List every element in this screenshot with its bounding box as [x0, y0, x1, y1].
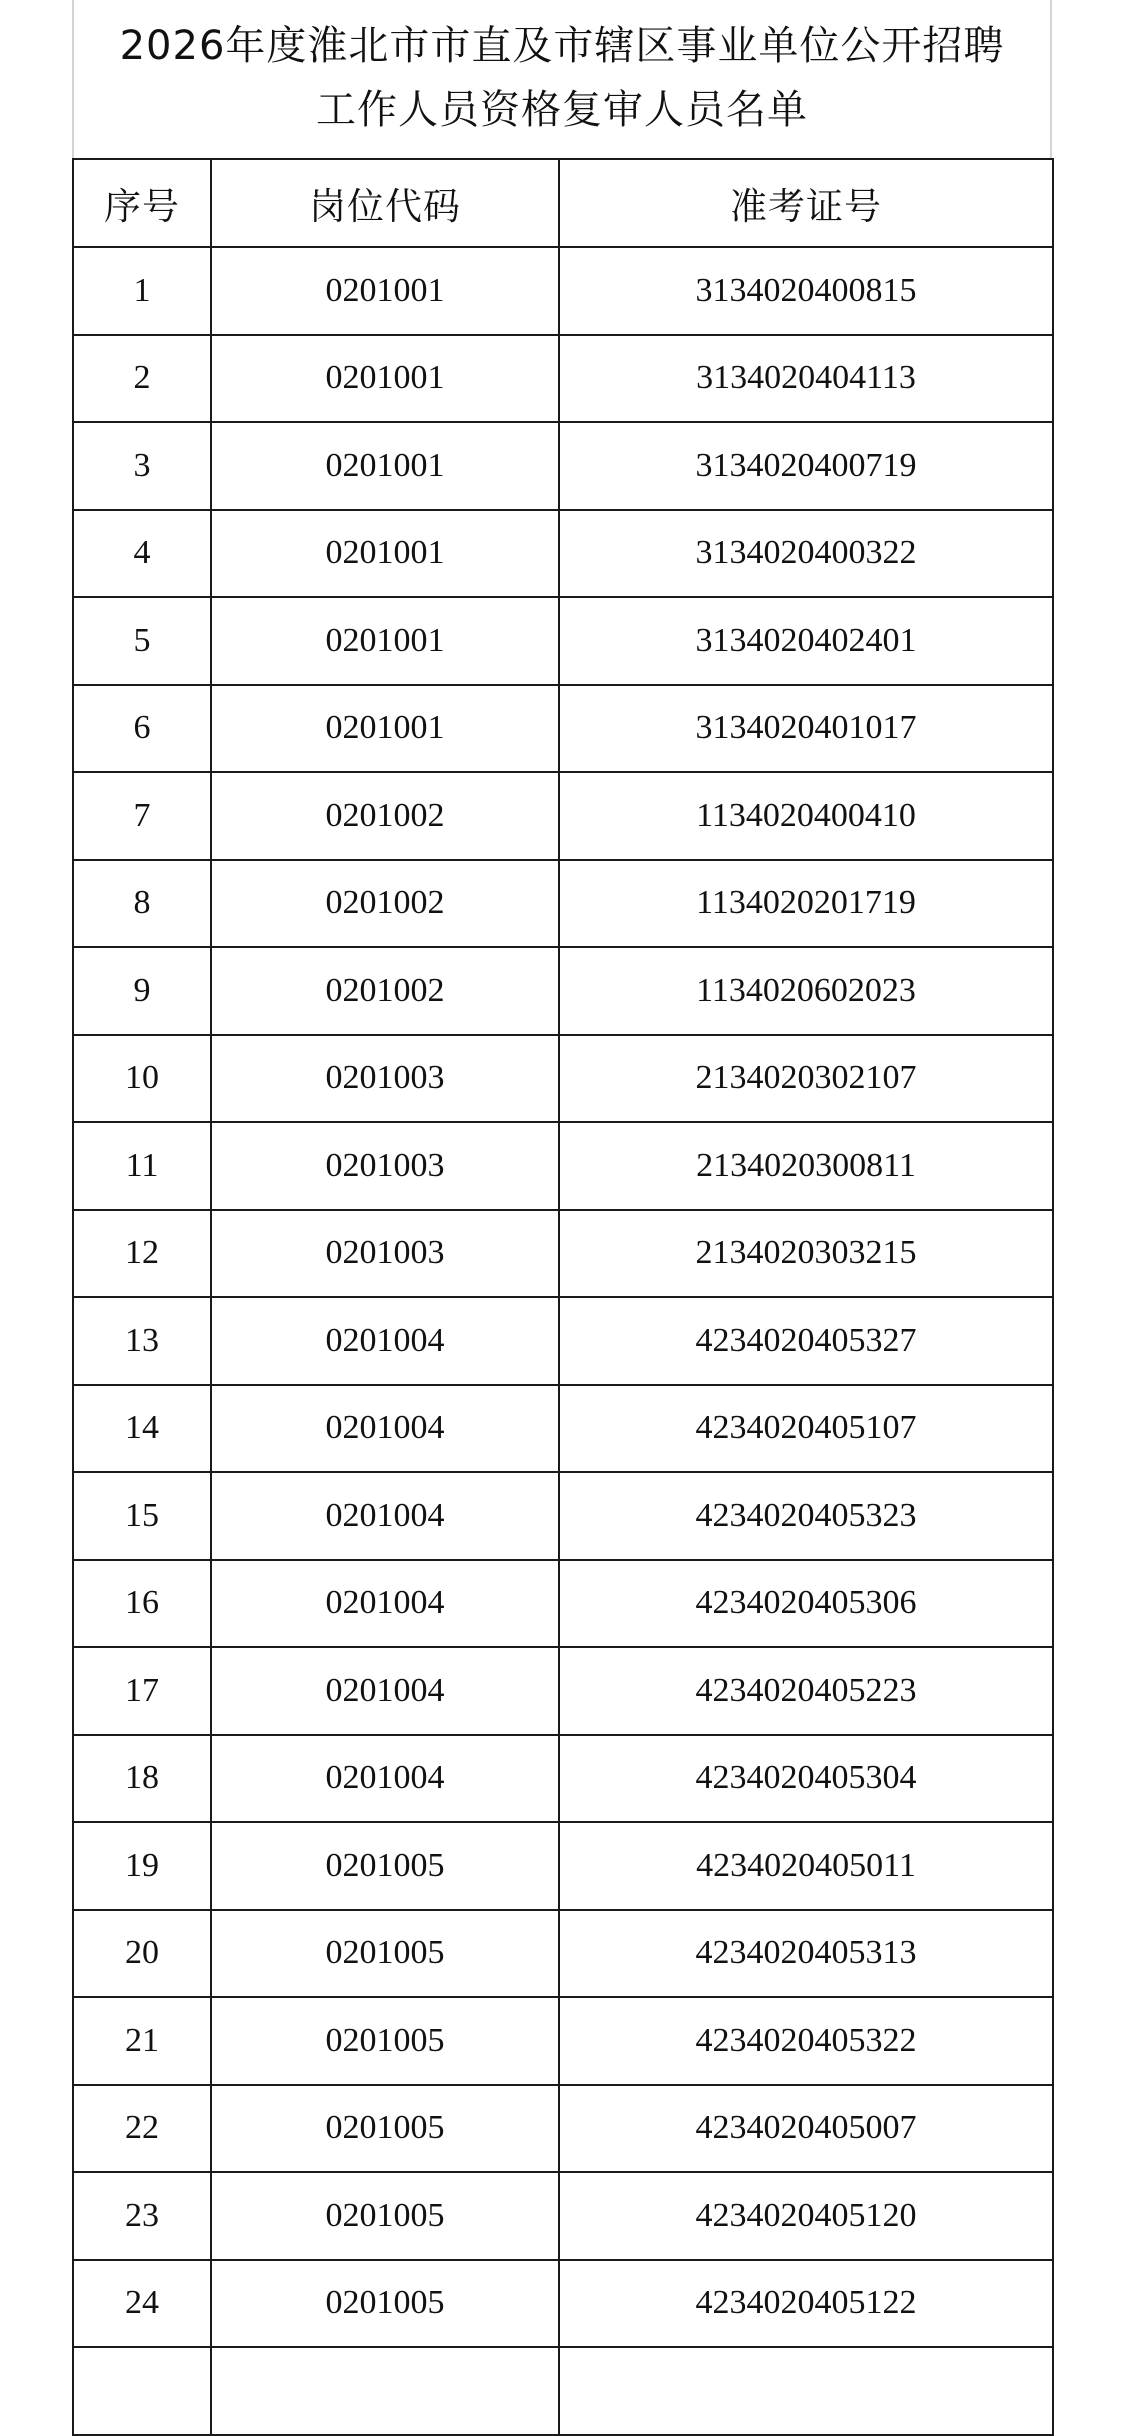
table-row	[73, 1647, 1053, 1735]
header-post-code: 岗位代码	[211, 159, 559, 247]
table-row	[73, 1560, 1053, 1648]
table-row	[73, 772, 1053, 860]
cell-ticket-no: 4234020405322	[559, 1997, 1053, 2085]
cell-seq: 24	[73, 2260, 211, 2348]
table-row	[73, 422, 1053, 510]
table-row	[73, 1385, 1053, 1473]
cell-post-code: 0201003	[211, 1122, 559, 1210]
roster-table	[72, 158, 1054, 2436]
document-title	[72, 0, 1052, 158]
table-row	[73, 2260, 1053, 2348]
cell-post-code: 0201005	[211, 1997, 559, 2085]
table-header	[73, 159, 1053, 247]
cell-ticket-no: 3134020400815	[559, 247, 1053, 335]
table-row	[73, 247, 1053, 335]
cell-seq: 18	[73, 1735, 211, 1823]
cell-post-code: 0201001	[211, 597, 559, 685]
table-row	[73, 1210, 1053, 1298]
cell-ticket-no: 4234020405304	[559, 1735, 1053, 1823]
cell-seq: 1	[73, 247, 211, 335]
cell-post-code: 0201004	[211, 1647, 559, 1735]
table-row	[73, 335, 1053, 423]
cell-seq: 10	[73, 1035, 211, 1123]
cell-ticket-no: 1134020201719	[559, 860, 1053, 948]
cell-post-code: 0201005	[211, 2260, 559, 2348]
cell-ticket-no: 1134020400410	[559, 772, 1053, 860]
cell-seq: 11	[73, 1122, 211, 1210]
cell-ticket-no: 4234020405011	[559, 1822, 1053, 1910]
table-row	[73, 947, 1053, 1035]
cell-post-code: 0201004	[211, 1385, 559, 1473]
cell-seq: 22	[73, 2085, 211, 2173]
title-line-1: 2026年度淮北市市直及市辖区事业单位公开招聘	[119, 23, 1005, 69]
cell-post-code: 0201001	[211, 335, 559, 423]
cell-ticket-no: 3134020402401	[559, 597, 1053, 685]
header-ticket-no: 准考证号	[559, 159, 1053, 247]
cell-post-code: 0201004	[211, 1472, 559, 1560]
cell-post-code: 0201004	[211, 1297, 559, 1385]
cell-ticket-no: 4234020405306	[559, 1560, 1053, 1648]
cell-ticket-no: 3134020404113	[559, 335, 1053, 423]
table-body	[73, 247, 1053, 2435]
cell-seq: 6	[73, 685, 211, 773]
cell-post-code: 0201002	[211, 772, 559, 860]
cell-seq: 7	[73, 772, 211, 860]
cell-seq: 2	[73, 335, 211, 423]
table-row	[73, 1035, 1053, 1123]
cell-post-code: 0201005	[211, 1822, 559, 1910]
table-row	[73, 1472, 1053, 1560]
header-row	[73, 159, 1053, 247]
table-row	[73, 1997, 1053, 2085]
table-row	[73, 1735, 1053, 1823]
table-row	[73, 1822, 1053, 1910]
cell-post-code: 0201005	[211, 2172, 559, 2260]
cell-ticket-no: 4234020405223	[559, 1647, 1053, 1735]
table-row	[73, 1910, 1053, 1998]
cell-ticket-no: 4234020405327	[559, 1297, 1053, 1385]
table-row	[73, 1297, 1053, 1385]
cell-seq: 5	[73, 597, 211, 685]
cell-seq: 9	[73, 947, 211, 1035]
table-row	[73, 2085, 1053, 2173]
cell-post-code: 0201005	[211, 2085, 559, 2173]
cell-post-code: 0201005	[211, 1910, 559, 1998]
cell-seq: 13	[73, 1297, 211, 1385]
cell-seq: 15	[73, 1472, 211, 1560]
cell-post-code	[211, 2347, 559, 2435]
cell-ticket-no: 2134020300811	[559, 1122, 1053, 1210]
cell-post-code: 0201003	[211, 1210, 559, 1298]
cell-seq: 12	[73, 1210, 211, 1298]
cell-post-code: 0201001	[211, 422, 559, 510]
table-row	[73, 597, 1053, 685]
cell-seq: 14	[73, 1385, 211, 1473]
cell-ticket-no: 4234020405323	[559, 1472, 1053, 1560]
cell-ticket-no: 3134020400322	[559, 510, 1053, 598]
table-row	[73, 860, 1053, 948]
cell-seq: 19	[73, 1822, 211, 1910]
table-row	[73, 685, 1053, 773]
cell-seq: 21	[73, 1997, 211, 2085]
cell-post-code: 0201001	[211, 510, 559, 598]
header-seq: 序号	[73, 159, 211, 247]
table-row	[73, 1122, 1053, 1210]
cell-post-code: 0201001	[211, 685, 559, 773]
cell-ticket-no: 4234020405313	[559, 1910, 1053, 1998]
cell-seq: 23	[73, 2172, 211, 2260]
cell-seq	[73, 2347, 211, 2435]
cell-ticket-no: 2134020303215	[559, 1210, 1053, 1298]
cell-seq: 17	[73, 1647, 211, 1735]
cell-post-code: 0201002	[211, 947, 559, 1035]
table-row	[73, 2172, 1053, 2260]
cell-seq: 8	[73, 860, 211, 948]
cell-ticket-no: 4234020405120	[559, 2172, 1053, 2260]
cell-post-code: 0201003	[211, 1035, 559, 1123]
cell-ticket-no: 4234020405122	[559, 2260, 1053, 2348]
cell-seq: 20	[73, 1910, 211, 1998]
table-row	[73, 2347, 1053, 2435]
cell-ticket-no	[559, 2347, 1053, 2435]
table-row	[73, 510, 1053, 598]
cell-ticket-no: 2134020302107	[559, 1035, 1053, 1123]
cell-post-code: 0201001	[211, 247, 559, 335]
document-page	[72, 0, 1052, 2386]
cell-ticket-no: 4234020405007	[559, 2085, 1053, 2173]
cell-ticket-no: 1134020602023	[559, 947, 1053, 1035]
cell-seq: 3	[73, 422, 211, 510]
cell-post-code: 0201004	[211, 1735, 559, 1823]
cell-post-code: 0201004	[211, 1560, 559, 1648]
cell-seq: 16	[73, 1560, 211, 1648]
cell-ticket-no: 3134020400719	[559, 422, 1053, 510]
cell-ticket-no: 4234020405107	[559, 1385, 1053, 1473]
cell-ticket-no: 3134020401017	[559, 685, 1053, 773]
cell-post-code: 0201002	[211, 860, 559, 948]
title-line-2: 工作人员资格复审人员名单	[316, 87, 808, 133]
cell-seq: 4	[73, 510, 211, 598]
